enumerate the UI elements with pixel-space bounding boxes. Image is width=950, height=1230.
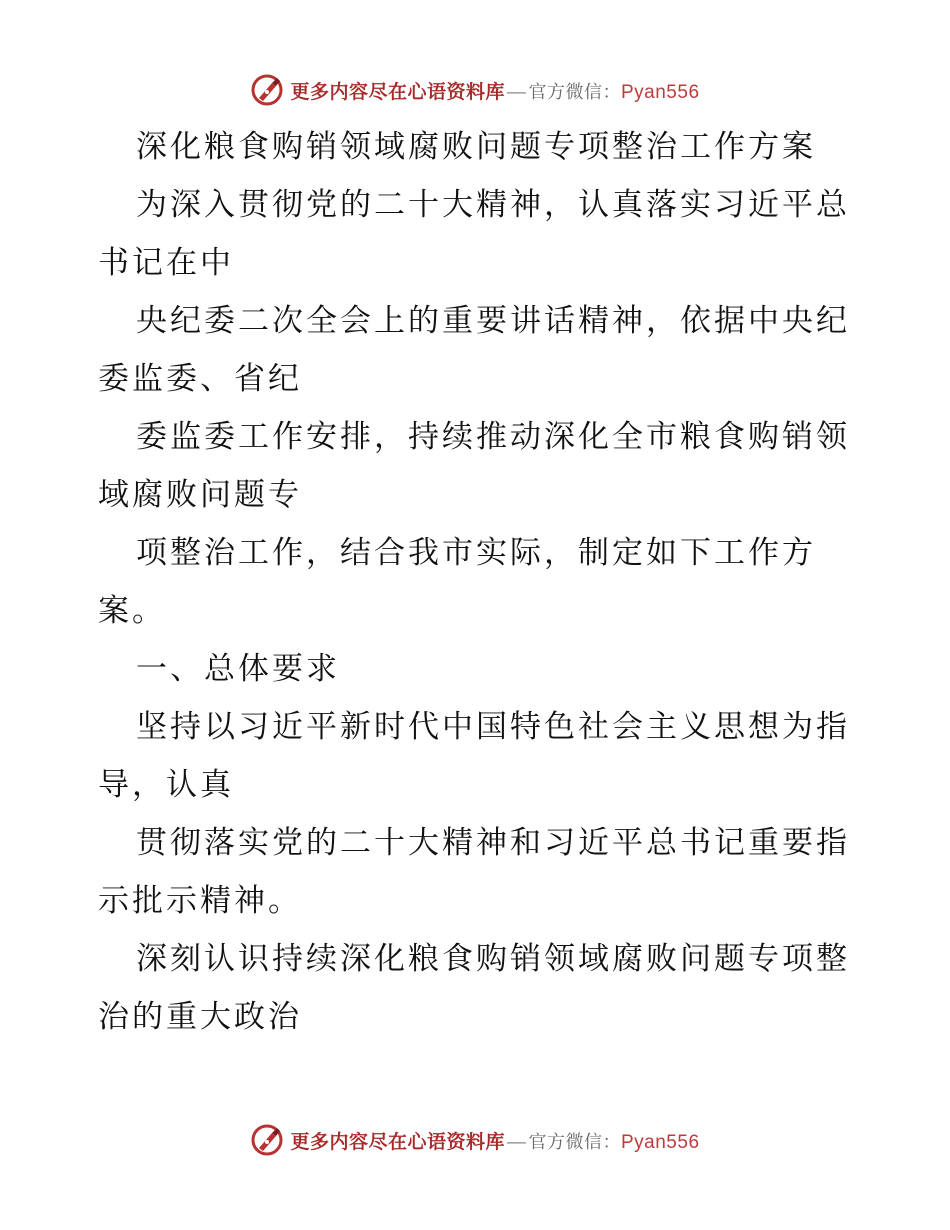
document-line: 一、总体要求 xyxy=(136,651,340,687)
document-line: 坚持以习近平新时代中国特色社会主义思想为指 xyxy=(136,709,850,745)
document-line: 贯彻落实党的二十大精神和习近平总书记重要指 xyxy=(136,825,850,861)
footer-banner-dash: — xyxy=(507,1131,527,1153)
header-banner-text xyxy=(290,77,699,104)
header-banner-main: 更多内容尽在心语资料库 xyxy=(290,80,505,103)
footer-banner-text xyxy=(290,1127,699,1154)
footer-banner-official-label: 官方微信： xyxy=(528,1131,621,1153)
document-line: 案。 xyxy=(98,593,166,629)
document-line: 深刻认识持续深化粮食购销领域腐败问题专项整 xyxy=(136,941,850,977)
footer-banner-main: 更多内容尽在心语资料库 xyxy=(290,1130,505,1153)
document-line: 深化粮食购销领域腐败问题专项整治工作方案 xyxy=(136,129,816,165)
document-line: 域腐败问题专 xyxy=(98,477,302,513)
document-line: 项整治工作，结合我市实际，制定如下工作方 xyxy=(136,535,816,571)
document-line: 示批示精神。 xyxy=(98,883,302,919)
footer-banner xyxy=(0,1120,950,1160)
document-line: 委监委、省纪 xyxy=(98,361,302,397)
document-line: 导，认真 xyxy=(98,767,234,803)
header-banner-official-label: 官方微信： xyxy=(528,81,621,103)
header-banner-dash: — xyxy=(507,81,527,103)
header-banner-wechat-id: Pyan556 xyxy=(621,81,700,103)
pen-logo-icon xyxy=(250,1123,284,1157)
document-line: 为深入贯彻党的二十大精神，认真落实习近平总 xyxy=(136,187,850,223)
document-body xyxy=(98,118,858,1046)
document-line: 委监委工作安排，持续推动深化全市粮食购销领 xyxy=(136,419,850,455)
pen-logo-icon xyxy=(250,73,284,107)
footer-banner-wechat-id: Pyan556 xyxy=(621,1131,700,1153)
document-line: 央纪委二次全会上的重要讲话精神，依据中央纪 xyxy=(136,303,850,339)
document-line: 书记在中 xyxy=(98,245,234,281)
header-banner xyxy=(0,70,950,110)
document-line: 治的重大政治 xyxy=(98,999,302,1035)
